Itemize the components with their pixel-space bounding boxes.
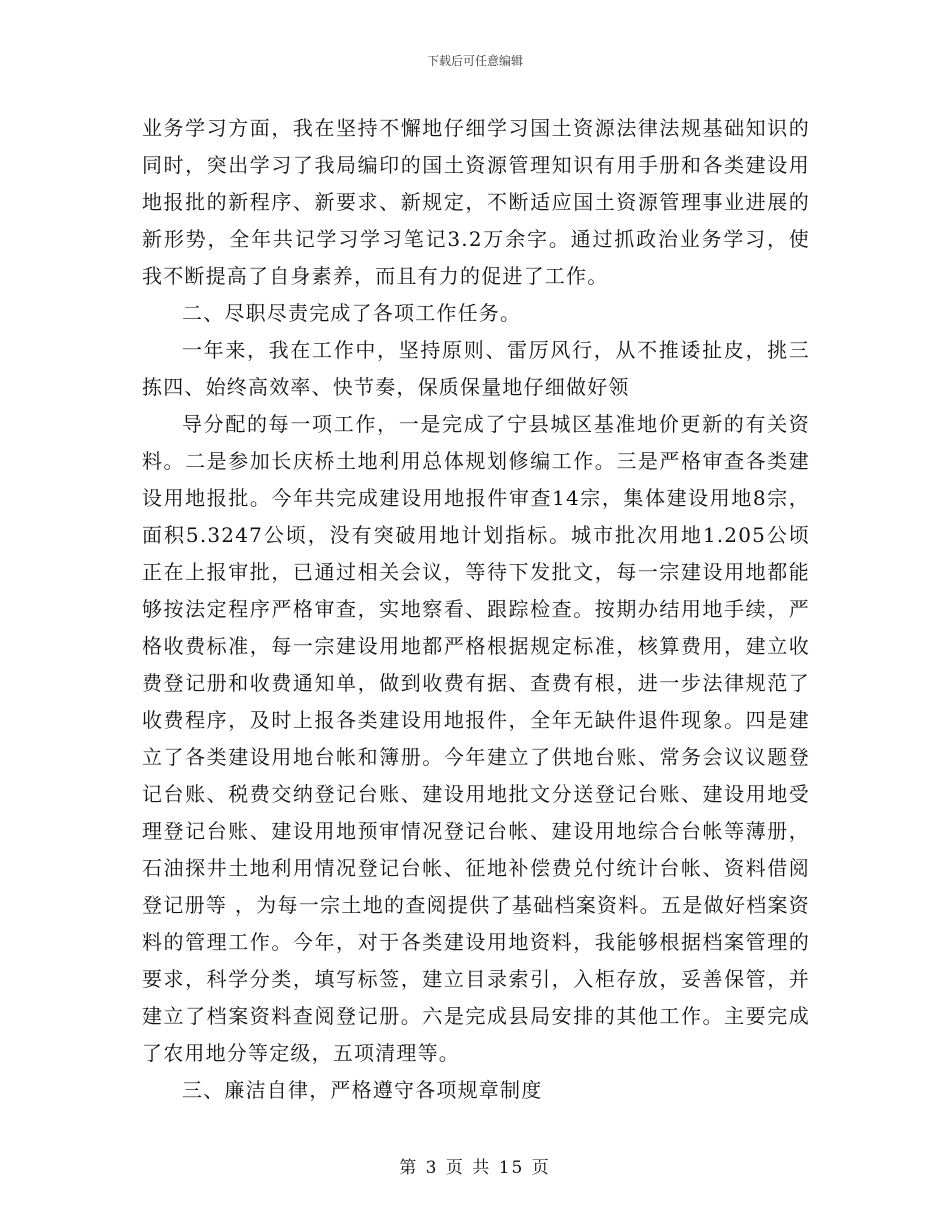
paragraph-study: 业务学习方面，我在坚持不懈地仔细学习国土资源法律法规基础知识的同时，突出学习了我局编印的国土资源管理知识有用手册和各类建设用地报批的新程序、新要求、新规定，不断适应国土资源管理事业进展的新形势，全年共记学习学习笔记3.2万余字。通过抓政治业务学习，使我不断提高了自身素养，而且有力的促进了工作。 (142, 116, 810, 288)
page-header: 下载后可任意编辑 (426, 54, 523, 68)
page-footer: 第 3 页 共 15 页 (399, 1158, 551, 1178)
section-heading-integrity: 三、廉洁自律，严格遵守各项规章制度 (182, 1078, 543, 1102)
document-body (142, 110, 810, 1109)
paragraph-tasks: 导分配的每一项工作，一是完成了宁县城区基准地价更新的有关资料。二是参加长庆桥土地利用总体规划修编工作。三是严格审查各类建设用地报批。今年共完成建设用地报件审查14宗，集体建设用地8宗，面积5.3247公顷，没有突破用地计划指标。城市批次用地1.205公顷正在上报审批，已通过相关会议，等待下发批文，每一宗建设用地都能够按法定程序严格审查，实地察看、跟踪检查。按期办结用地手续，严格收费标准，每一宗建设用地都严格根据规定标准，核算费用，建立收费登记册和收费通知单，做到收费有据、查费有根，进一步法律规范了收费程序，及时上报各类建设用地报件，全年无缺件退件现象。四是建立了各类建设用地台帐和簿册。今年建立了供地台账、常务会议议题登记台账、税费交纳登记台账、建设用地批文分送登记台账、建设用地受理登记台账、建设用地预审情况登记台帐、建设用地综合台帐等薄册，石油探井土地利用情况登记台帐、征地补偿费兑付统计台帐、资料借阅登记册等 ，为每一宗土地的查阅提供了基础档案资料。五是做好档案资料的管理工作。今年，对于各类建设用地资料，我能够根据档案管理的要求，科学分类，填写标签，建立目录索引，入柜存放，妥善保管，并建立了档案资料查阅登记册。六是完成县局安排的其他工作。主要完成了农用地分等定级，五项清理等。 (142, 412, 810, 1065)
paragraph-work-attitude: 一年来，我在工作中，坚持原则、雷厉风行，从不推诿扯皮，挑三拣四、始终高效率、快节奏，保质保量地仔细做好领 (142, 338, 810, 399)
section-heading-duties: 二、尽职尽责完成了各项工作任务。 (182, 301, 522, 325)
